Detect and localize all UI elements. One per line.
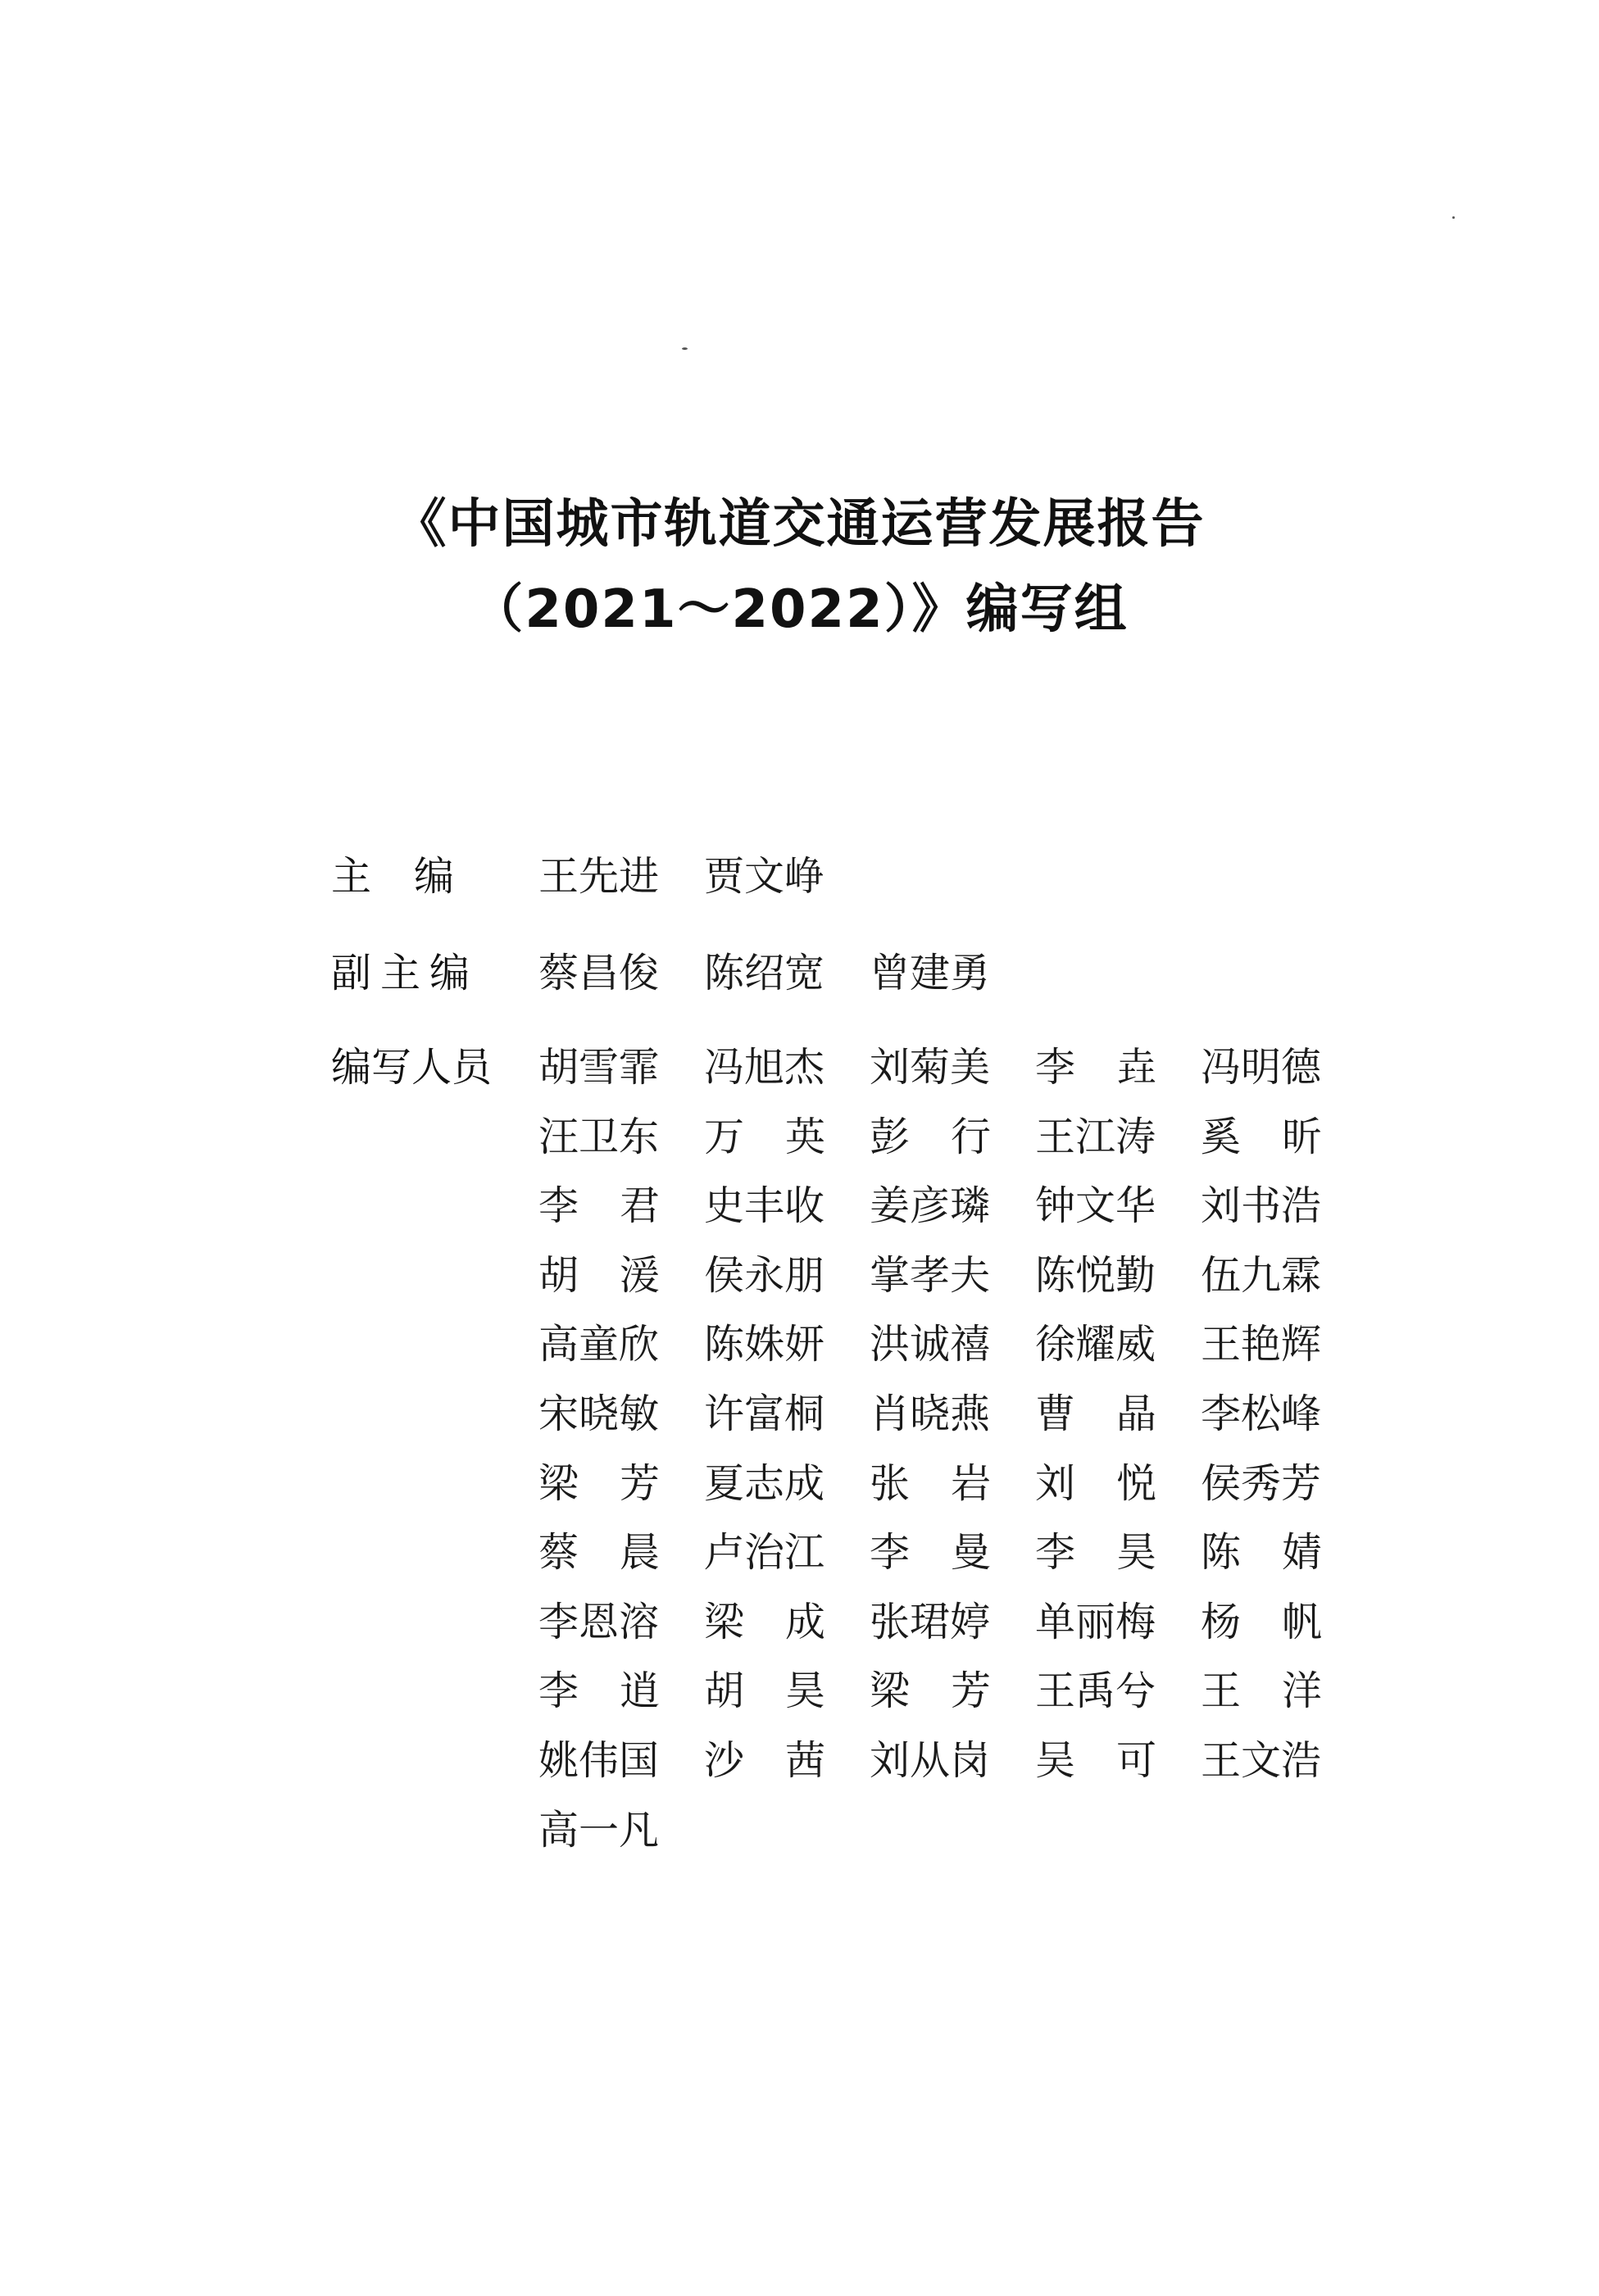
person-name: 梁芳 — [538, 1459, 702, 1507]
person-name: 汪卫东 — [538, 1113, 660, 1160]
person-name: 张珺婷 — [870, 1598, 991, 1645]
person-name: 许富桐 — [704, 1391, 825, 1437]
person-name: 沙茜 — [704, 1737, 867, 1784]
person-name: 肖晓燕 — [870, 1391, 991, 1437]
person-name: 陈绍宽 — [704, 950, 825, 996]
person-name: 史丰收 — [704, 1182, 825, 1230]
person-name: 李昊 — [1035, 1529, 1198, 1577]
person-name: 刘从岗 — [870, 1737, 991, 1784]
person-name: 李垚 — [1035, 1044, 1198, 1091]
person-name: 陈姝妍 — [704, 1321, 825, 1368]
person-name: 张岩 — [870, 1459, 1033, 1507]
person-name: 王江涛 — [1035, 1113, 1156, 1160]
person-name: 卢治江 — [704, 1529, 825, 1577]
role-label: 编写人员 — [331, 1044, 493, 1091]
person-name: 奚昕 — [1201, 1113, 1364, 1160]
person-name: 曹晶 — [1035, 1391, 1198, 1437]
person-name: 陈婧 — [1201, 1529, 1364, 1577]
person-name: 王禹兮 — [1035, 1668, 1156, 1715]
person-name: 姜彦璘 — [870, 1182, 991, 1230]
person-name: 夏志成 — [704, 1459, 825, 1507]
person-name: 吴可 — [1035, 1737, 1198, 1784]
person-name: 钟文华 — [1035, 1182, 1156, 1230]
person-name: 李恩溶 — [538, 1598, 660, 1645]
person-name: 李曼 — [870, 1529, 1033, 1577]
person-name: 曾建勇 — [870, 950, 991, 996]
person-name: 王先进 — [538, 853, 660, 900]
person-name: 彭行 — [870, 1113, 1033, 1160]
person-name: 胡湲 — [538, 1251, 702, 1299]
person-name: 李君 — [538, 1182, 702, 1230]
page-title-line-1: 《中国城市轨道交通运营发展报告 — [393, 494, 1206, 555]
person-name: 胡昊 — [704, 1668, 867, 1715]
person-name: 侯秀芳 — [1201, 1459, 1322, 1507]
person-name: 蔡晨 — [538, 1529, 702, 1577]
person-name: 蔡昌俊 — [538, 950, 660, 996]
person-name: 万英 — [704, 1113, 867, 1160]
person-name: 王文浩 — [1201, 1737, 1322, 1784]
person-name: 陈悦勤 — [1035, 1251, 1156, 1299]
person-name: 刘菊美 — [870, 1044, 991, 1091]
person-name: 姚伟国 — [538, 1737, 660, 1784]
person-name: 梁芳 — [870, 1668, 1033, 1715]
role-label: 副主编 — [331, 950, 479, 996]
person-name: 王洋 — [1201, 1668, 1364, 1715]
page-title-line-2: （2021～2022）》编写组 — [470, 579, 1129, 640]
person-name: 李逍 — [538, 1668, 702, 1715]
person-name: 刘悦 — [1035, 1459, 1198, 1507]
person-name: 贾文峥 — [704, 853, 825, 900]
person-name: 冯明德 — [1201, 1044, 1322, 1091]
person-name: 刘书浩 — [1201, 1182, 1322, 1230]
person-name: 洪诚禧 — [870, 1321, 991, 1368]
person-name: 侯永朋 — [704, 1251, 825, 1299]
person-name: 伍九霖 — [1201, 1251, 1322, 1299]
person-name: 李松峰 — [1201, 1391, 1322, 1437]
person-name: 掌孝夫 — [870, 1251, 991, 1299]
person-name: 高童欣 — [538, 1321, 660, 1368]
person-name: 王艳辉 — [1201, 1321, 1322, 1368]
person-name: 杨帆 — [1201, 1598, 1364, 1645]
person-name: 宋晓敏 — [538, 1391, 660, 1437]
person-name: 冯旭杰 — [704, 1044, 825, 1091]
person-name: 徐耀威 — [1035, 1321, 1156, 1368]
person-name: 单丽梅 — [1035, 1598, 1156, 1645]
person-name: 梁成 — [704, 1598, 867, 1645]
person-name: 胡雪霏 — [538, 1044, 660, 1091]
role-label: 主编 — [331, 853, 497, 900]
person-name: 高一凡 — [538, 1806, 660, 1854]
